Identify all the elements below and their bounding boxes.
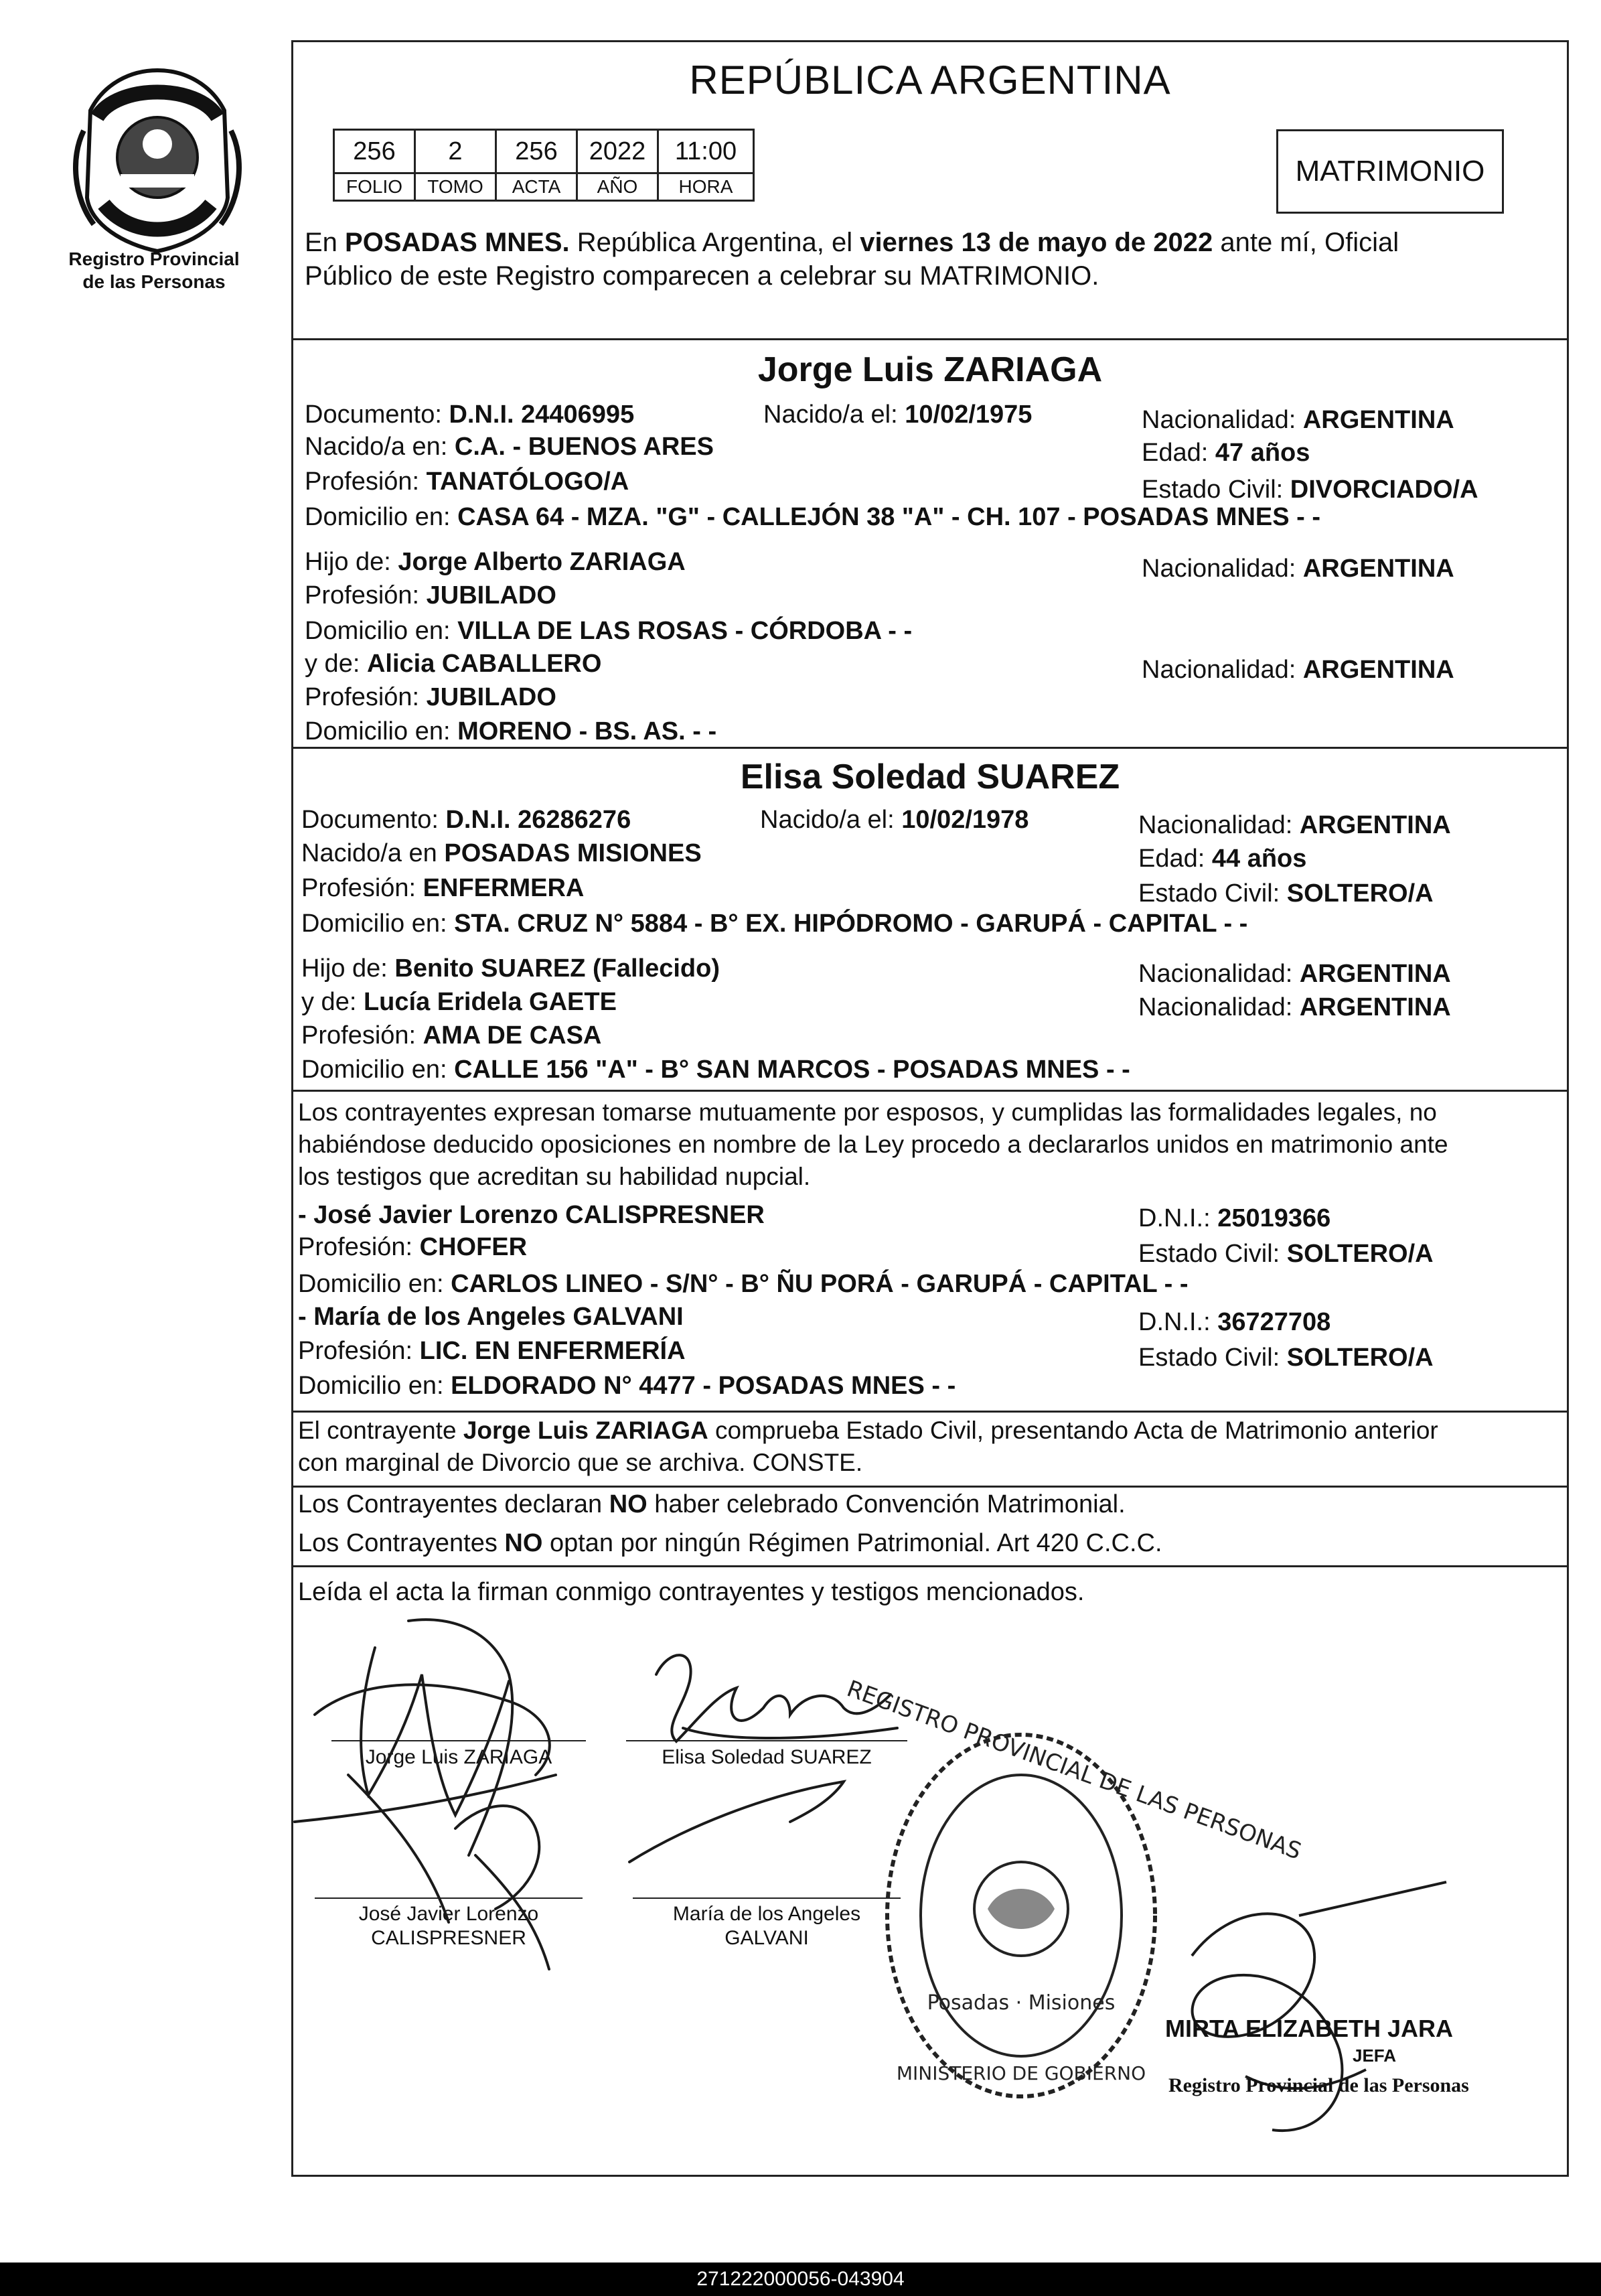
spouse2-mother-nationality: Nacionalidad: ARGENTINA	[1138, 993, 1451, 1021]
hour-label: HORA	[658, 173, 754, 201]
divider	[291, 338, 1569, 340]
spouse2-domicile: Domicilio en: STA. CRUZ N° 5884 - B° EX. HIPÓDROMO - GARUPÁ - CAPITAL - -	[301, 910, 1248, 938]
spouse1-profession: Profesión: TANATÓLOGO/A	[305, 468, 629, 496]
logo-caption	[40, 248, 268, 293]
spouse2-profession: Profesión: ENFERMERA	[301, 874, 585, 902]
declaration-line1: Los contrayentes expresan tomarse mutuamente por esposos, y cumplidas las formalidades legales, no	[298, 1098, 1437, 1126]
spouse2-mother: y de: Lucía Eridela GAETE	[301, 988, 617, 1016]
witness2-civil-status: Estado Civil: SOLTERO/A	[1138, 1344, 1434, 1372]
acta-value: 256	[496, 130, 577, 173]
declaration-line3: los testigos que acreditan su habilidad nupcial.	[298, 1163, 811, 1190]
spouse1-mother-domicile: Domicilio en: MORENO - BS. AS. - -	[305, 717, 717, 745]
witness1-name: - José Javier Lorenzo CALISPRESNER	[298, 1201, 765, 1229]
act-type-box: MATRIMONIO	[1276, 129, 1504, 214]
declaration-line2: habiéndose deducido oposiciones en nombre de la Ley procedo a declararlos unidos en matrimonio ante	[298, 1131, 1448, 1158]
divider	[291, 1565, 1569, 1567]
spouse2-nationality: Nacionalidad: ARGENTINA	[1138, 811, 1451, 839]
document-code-footer: 271222000056-043904	[0, 2263, 1601, 2296]
stamp-ring-text: REGISTRO PROVINCIAL DE LAS PERSONAS	[843, 1675, 1305, 1865]
civil-note-line1: El contrayente Jorge Luis ZARIAGA comprueba Estado Civil, presentando Acta de Matrimonio anterior	[298, 1417, 1438, 1444]
spouse2-father-nationality: Nacionalidad: ARGENTINA	[1138, 960, 1451, 988]
spouse2-name: Elisa Soledad SUAREZ	[740, 758, 1120, 796]
signature-caption-spouse1: Jorge Luis ZARIAGA	[365, 1746, 552, 1768]
folio-label: FOLIO	[334, 173, 415, 201]
official-office: Registro Provincial de las Personas	[1168, 2074, 1469, 2096]
official-role: JEFA	[1353, 2046, 1397, 2066]
spouse1-civil-status: Estado Civil: DIVORCIADO/A	[1142, 476, 1478, 504]
spouse2-civil-status: Estado Civil: SOLTERO/A	[1138, 879, 1434, 908]
witness1-civil-status: Estado Civil: SOLTERO/A	[1138, 1240, 1434, 1268]
spouse2-age: Edad: 44 años	[1138, 845, 1307, 873]
spouse1-domicile: Domicilio en: CASA 64 - MZA. "G" - CALLEJÓN 38 "A" - CH. 107 - POSADAS MNES - -	[305, 503, 1320, 531]
acta-label: ACTA	[496, 173, 577, 201]
logo-caption-line1: Registro Provincial	[68, 248, 240, 269]
stamp-bottom-text: MINISTERIO DE GOBIERNO	[896, 2062, 1146, 2084]
signature-caption-witness2: María de los Angeles GALVANI	[672, 1903, 861, 1949]
witness1-profession: Profesión: CHOFER	[298, 1233, 528, 1261]
spouse1-father-nationality: Nacionalidad: ARGENTINA	[1142, 555, 1454, 583]
closing-statement: Leída el acta la firman conmigo contrayentes y testigos mencionados.	[298, 1578, 1085, 1606]
registry-table	[333, 129, 755, 202]
intro-line2: Público de este Registro comparecen a celebrar su MATRIMONIO.	[305, 261, 1099, 291]
witness2-name: - María de los Angeles GALVANI	[298, 1303, 684, 1331]
signature-caption-witness1: José Javier Lorenzo CALISPRESNER	[358, 1903, 539, 1949]
year-label: AÑO	[577, 173, 658, 201]
convention-line2: Los Contrayentes NO optan por ningún Régimen Patrimonial. Art 420 C.C.C.	[298, 1529, 1162, 1557]
witness1-dni: D.N.I.: 25019366	[1138, 1204, 1331, 1232]
spouse1-mother-profession: Profesión: JUBILADO	[305, 683, 556, 711]
spouse2-birthplace: Nacido/a en POSADAS MISIONES	[301, 839, 702, 867]
spouse2-document: Documento: D.N.I. 26286276	[301, 806, 631, 834]
hour-value: 11:00	[658, 130, 754, 173]
spouse1-mother-nationality: Nacionalidad: ARGENTINA	[1142, 656, 1454, 684]
signature-caption-spouse2: Elisa Soledad SUAREZ	[662, 1746, 872, 1768]
official-name: MIRTA ELIZABETH JARA	[1165, 2015, 1453, 2042]
spouse1-birthdate: Nacido/a el: 10/02/1975	[763, 401, 1033, 429]
witness1-domicile: Domicilio en: CARLOS LINEO - S/N° - B° ÑU PORÁ - GARUPÁ - CAPITAL - -	[298, 1270, 1189, 1298]
spouse1-nationality: Nacionalidad: ARGENTINA	[1142, 406, 1454, 434]
civil-note-line2: con marginal de Divorcio que se archiva. CONSTE.	[298, 1449, 863, 1476]
witness2-dni: D.N.I.: 36727708	[1138, 1308, 1331, 1336]
spouse1-document: Documento: D.N.I. 24406995	[305, 401, 635, 429]
spouse1-father: Hijo de: Jorge Alberto ZARIAGA	[305, 548, 686, 576]
spouse2-father: Hijo de: Benito SUAREZ (Fallecido)	[301, 954, 720, 983]
spouse2-birthdate: Nacido/a el: 10/02/1978	[760, 806, 1029, 834]
convention-line1: Los Contrayentes declaran NO haber celebrado Convención Matrimonial.	[298, 1490, 1126, 1518]
spouse1-birthplace: Nacido/a en: C.A. - BUENOS ARES	[305, 433, 714, 461]
tomo-label: TOMO	[415, 173, 496, 201]
stamp-inner-text: Posadas · Misiones	[927, 1991, 1116, 2015]
folio-value: 256	[334, 130, 415, 173]
page-title: REPÚBLICA ARGENTINA	[689, 58, 1171, 102]
spouse1-name: Jorge Luis ZARIAGA	[757, 350, 1103, 389]
divider	[291, 1411, 1569, 1413]
spouse1-father-domicile: Domicilio en: VILLA DE LAS ROSAS - CÓRDOBA - -	[305, 617, 913, 645]
spouse1-mother: y de: Alicia CABALLERO	[305, 650, 602, 678]
tomo-value: 2	[415, 130, 496, 173]
spouse1-age: Edad: 47 años	[1142, 439, 1310, 467]
spouse2-mother-profession: Profesión: AMA DE CASA	[301, 1021, 602, 1050]
spouse1-father-profession: Profesión: JUBILADO	[305, 581, 556, 609]
spouse2-mother-domicile: Domicilio en: CALLE 156 "A" - B° SAN MARCOS - POSADAS MNES - -	[301, 1056, 1130, 1084]
divider	[291, 1486, 1569, 1488]
witness2-domicile: Domicilio en: ELDORADO N° 4477 - POSADAS MNES - -	[298, 1372, 956, 1400]
official-seal-stamp	[843, 1675, 1305, 2123]
intro-paragraph: En POSADAS MNES. República Argentina, el viernes 13 de mayo de 2022 ante mí, Oficial Público de este Registro comparecen a celebrar su MATRIMONIO.	[305, 226, 1564, 293]
witness2-profession: Profesión: LIC. EN ENFERMERÍA	[298, 1337, 686, 1365]
divider	[291, 1090, 1569, 1092]
logo-caption-line2: de las Personas	[82, 271, 226, 292]
year-value: 2022	[577, 130, 658, 173]
misiones-seal-icon	[57, 64, 258, 258]
